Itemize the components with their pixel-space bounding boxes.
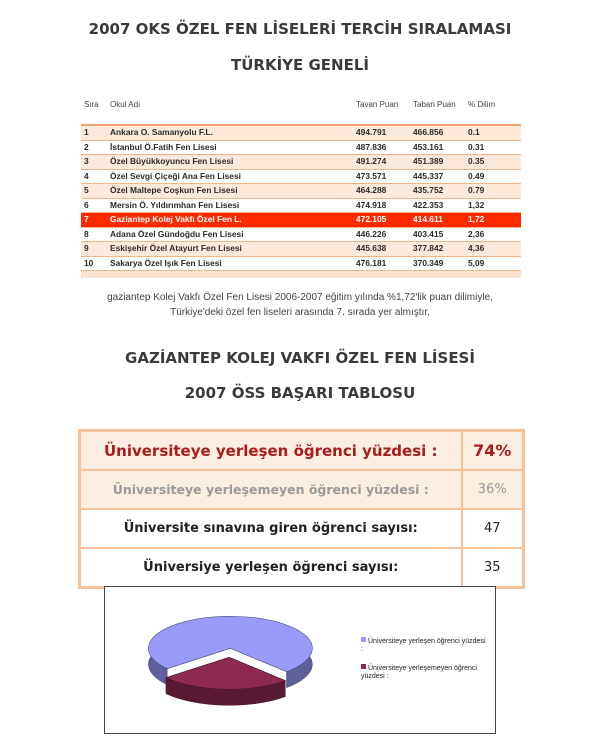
min-score-cell: 453.161 (410, 140, 465, 155)
header-rank: Sıra (81, 98, 107, 125)
school-title: GAZİANTEP KOLEJ VAKFI ÖZEL FEN LİSESİ (125, 349, 475, 367)
ranking-row (81, 169, 521, 184)
result-row (80, 431, 524, 471)
school-name-cell: Eskişehir Özel Atayurt Fen Lisesi (107, 242, 353, 257)
percentile-cell: 1,72 (465, 213, 521, 228)
max-score-cell: 472.105 (353, 213, 410, 228)
legend-swatch (361, 637, 366, 642)
rank-cell: 7 (81, 213, 107, 228)
max-score-cell: 494.791 (353, 125, 410, 140)
percentile-cell: 5,09 (465, 256, 521, 271)
max-score-cell: 464.288 (353, 184, 410, 199)
min-score-cell: 414.611 (410, 213, 465, 228)
school-name-cell: Ankara O. Samanyolu F.L. (107, 125, 353, 140)
results-table (78, 429, 525, 589)
ranking-caption (40, 290, 560, 320)
rank-cell: 2 (81, 140, 107, 155)
percentile-cell: 0.1 (465, 125, 521, 140)
max-score-cell: 476.181 (353, 256, 410, 271)
school-name-cell: Adana Özel Gündoğdu Fen Lisesi (107, 227, 353, 242)
rank-cell: 1 (81, 125, 107, 140)
ranking-subtitle: TÜRKİYE GENELİ (231, 56, 369, 74)
result-label: Üniversiteye yerleşen öğrenci yüzdesi : (80, 431, 462, 471)
min-score-cell: 377.842 (410, 242, 465, 257)
result-label: Üniversite sınavına giren öğrenci sayısı: (80, 509, 462, 548)
rank-cell: 6 (81, 198, 107, 213)
caption-line-1: gaziantep Kolej Vakfı Özel Fen Lisesi 2006-2007 eğitim yılında %1,72'lik puan dilimiyle, (107, 292, 493, 303)
school-name-cell: Sakarya Özel Işık Fen Lisesi (107, 256, 353, 271)
caption-line-2: Türkiye'deki özel fen liseleri arasında 7. sırada yer almıştır. (170, 307, 430, 318)
header-percentile: % Dilim (465, 98, 521, 125)
ranking-row (81, 242, 521, 257)
school-name-cell: İstanbul Ö.Fatih Fen Lisesi (107, 140, 353, 155)
rank-cell: 5 (81, 184, 107, 199)
ranking-row (81, 184, 521, 199)
header-school: Okul Adı (107, 98, 353, 125)
school-subtitle: 2007 ÖSS BAŞARI TABLOSU (184, 384, 416, 402)
max-score-cell: 491.274 (353, 155, 410, 170)
result-value: 35 (462, 548, 524, 588)
percentile-cell: 0.31 (465, 140, 521, 155)
pie-chart-svg (105, 587, 497, 735)
legend-label: Üniversiteye yerleşemeyen öğrenci yüzdesi : (361, 665, 477, 680)
legend-label: Üniversiteye yerleşen öğrenci yüzdesi : (361, 638, 486, 653)
result-value: 36% (462, 470, 524, 509)
rank-cell: 3 (81, 155, 107, 170)
pie-chart (104, 586, 496, 734)
rank-cell: 9 (81, 242, 107, 257)
rank-cell: 4 (81, 169, 107, 184)
school-name-cell: Özel Maltepe Coşkun Fen Lisesi (107, 184, 353, 199)
rank-cell: 8 (81, 227, 107, 242)
result-value: 47 (462, 509, 524, 548)
ranking-row (81, 198, 521, 213)
min-score-cell: 451.389 (410, 155, 465, 170)
max-score-cell: 473.571 (353, 169, 410, 184)
result-value: 74% (462, 431, 524, 471)
legend-item-placed (361, 637, 489, 654)
school-name-cell: Mersin Ö. Yıldırımhan Fen Lisesi (107, 198, 353, 213)
ranking-table-container (81, 98, 521, 278)
result-label: Üniversiteye yerleşemeyen öğrenci yüzdesi : (80, 470, 462, 509)
rank-cell: 10 (81, 256, 107, 271)
percentile-cell: 1,32 (465, 198, 521, 213)
min-score-cell: 370.349 (410, 256, 465, 271)
ranking-row (81, 140, 521, 155)
school-name-cell: Özel Büyükkoyuncu Fen Lisesi (107, 155, 353, 170)
percentile-cell: 0.79 (465, 184, 521, 199)
min-score-cell: 403.415 (410, 227, 465, 242)
min-score-cell: 445.337 (410, 169, 465, 184)
max-score-cell: 445.638 (353, 242, 410, 257)
ranking-title: 2007 OKS ÖZEL FEN LİSELERİ TERCİH SIRALAMASI (88, 20, 512, 38)
max-score-cell: 446.226 (353, 227, 410, 242)
max-score-cell: 487.836 (353, 140, 410, 155)
percentile-cell: 0.35 (465, 155, 521, 170)
ranking-row (81, 213, 521, 228)
ranking-row (81, 125, 521, 140)
ranking-table (81, 98, 521, 271)
percentile-cell: 4,36 (465, 242, 521, 257)
header-min-score: Taban Puan (410, 98, 465, 125)
legend-swatch (361, 664, 366, 669)
percentile-cell: 2,36 (465, 227, 521, 242)
school-name-cell: Gaziantep Kolej Vakfı Özel Fen L. (107, 213, 353, 228)
max-score-cell: 474.918 (353, 198, 410, 213)
result-row (80, 470, 524, 509)
min-score-cell: 422.353 (410, 198, 465, 213)
min-score-cell: 435.752 (410, 184, 465, 199)
ranking-row (81, 155, 521, 170)
result-row (80, 509, 524, 548)
percentile-cell: 0.49 (465, 169, 521, 184)
pie-slice (166, 657, 285, 705)
result-row (80, 548, 524, 588)
ranking-header-row (81, 98, 521, 125)
result-label: Üniversiye yerleşen öğrenci sayısı: (80, 548, 462, 588)
school-name-cell: Özel Sevgi Çiçeği Ana Fen Lisesi (107, 169, 353, 184)
ranking-row (81, 256, 521, 271)
min-score-cell: 466.856 (410, 125, 465, 140)
ranking-row (81, 227, 521, 242)
legend-item-not-placed (361, 664, 489, 681)
header-max-score: Tavan Puan (353, 98, 410, 125)
